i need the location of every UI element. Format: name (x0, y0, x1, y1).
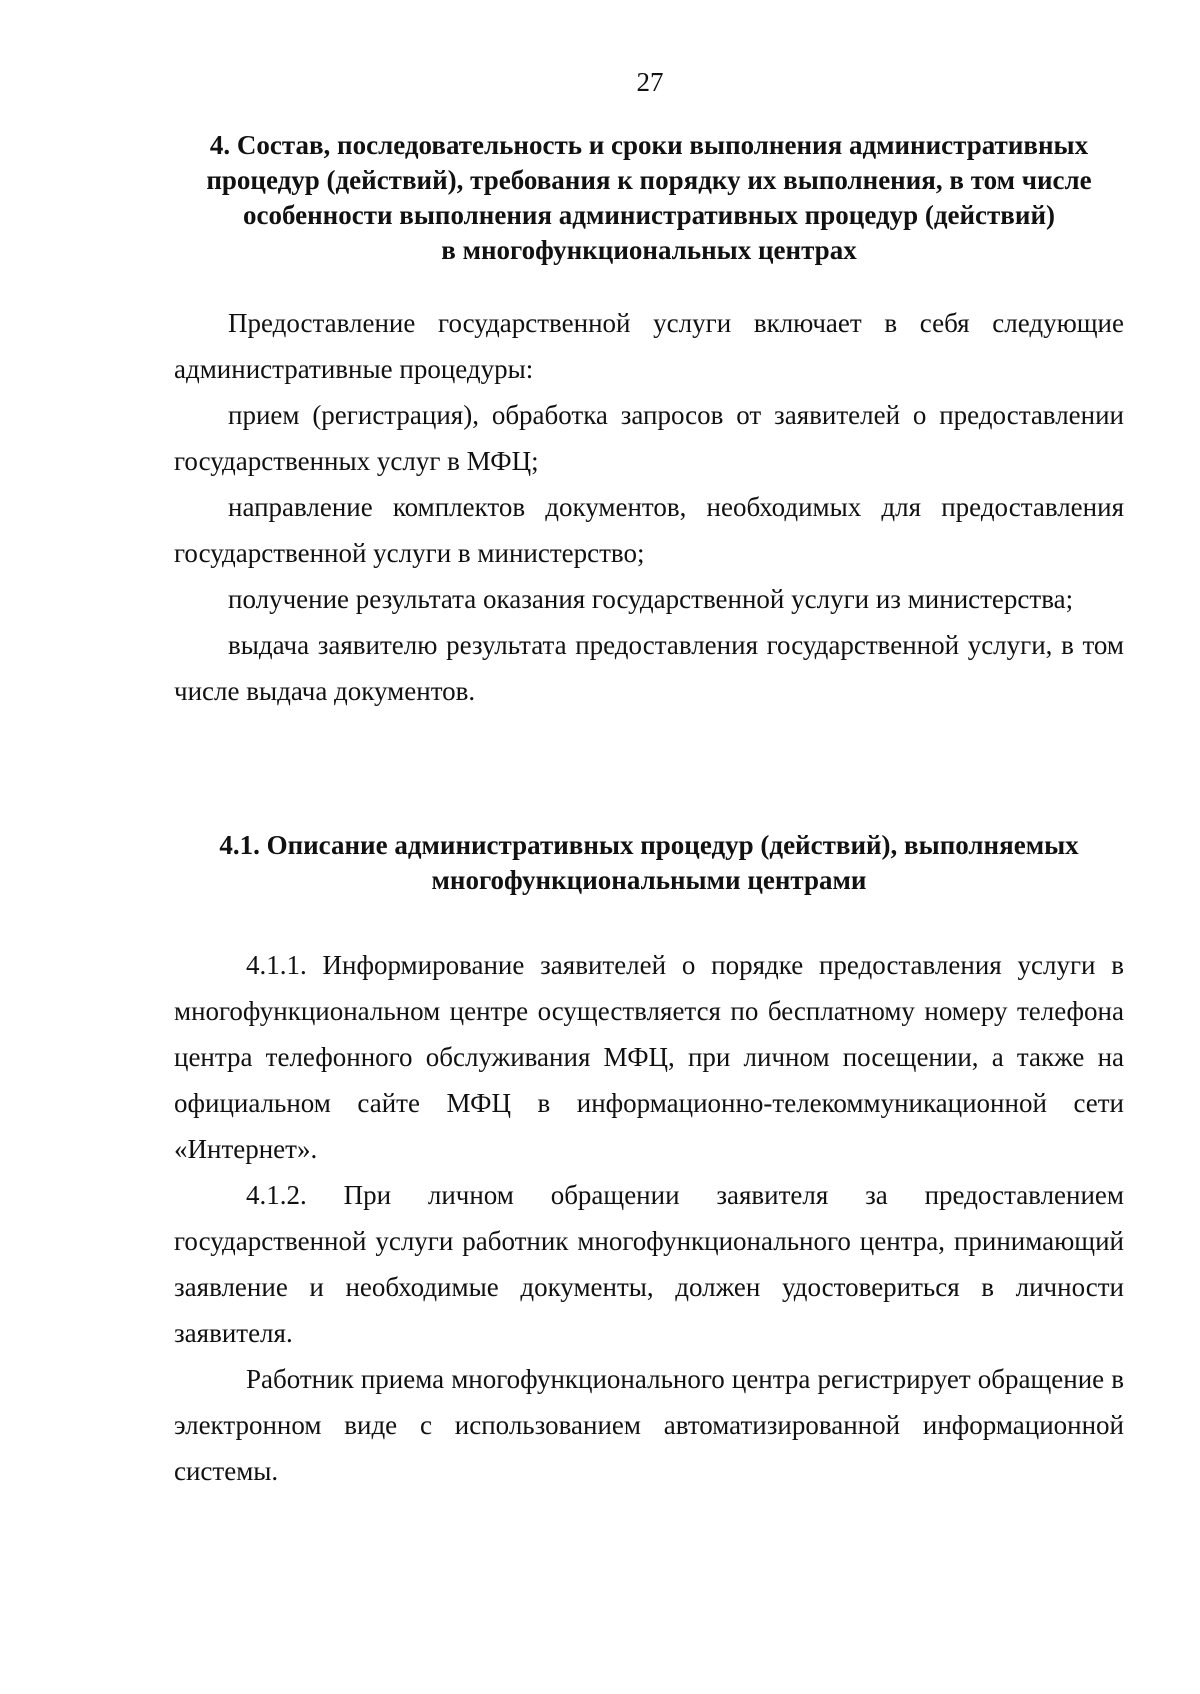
subsection-title (174, 828, 1124, 898)
list-item: направление комплектов документов, необходимых для предоставления государственной услуги в министерство; (174, 492, 1124, 568)
section-title (174, 128, 1124, 268)
paragraph: Работник приема многофункционального центра регистрирует обращение в электронном виде с использованием автоматизированной информационной системы. (174, 1364, 1124, 1486)
subsection-title-line: 4.1. Описание административных процедур (действий), выполняемых (219, 830, 1079, 860)
paragraph: 4.1.1. Информирование заявителей о порядке предоставления услуги в многофункциональном центре осуществляется по бесплатному номеру телефона центра телефонного обслуживания МФЦ, при личном посещении, а также на официальном сайте МФЦ в информационно-телекоммуникационной сети «Интернет». (174, 950, 1124, 1164)
list-item: прием (регистрация), обработка запросов от заявителей о предоставлении государственных услуг в МФЦ; (174, 400, 1124, 476)
subsection-title-line: многофункциональными центрами (431, 865, 867, 895)
section-4-1-body (174, 942, 1124, 1494)
paragraph: Предоставление государственной услуги включает в себя следующие административные процедуры: (174, 308, 1124, 384)
section-title-line: особенности выполнения административных процедур (действий) (242, 200, 1055, 230)
section-4-heading (174, 128, 1124, 268)
paragraph: 4.1.2. При личном обращении заявителя за предоставлением государственной услуги работник многофункционального центра, принимающий заявление и необходимые документы, должен удостовериться в личности заявителя. (174, 1180, 1124, 1348)
section-title-line: процедур (действий), требования к порядку их выполнения, в том числе (206, 165, 1092, 195)
section-title-line: 4. Состав, последовательность и сроки выполнения административных (209, 130, 1089, 160)
section-4-1-heading (174, 828, 1124, 898)
page-number: 27 (636, 67, 664, 97)
section-title-line: в многофункциональных центрах (441, 235, 857, 265)
section-4-body (174, 300, 1124, 714)
list-item: получение результата оказания государственной услуги из министерства; (228, 584, 1074, 614)
list-item: выдача заявителю результата предоставления государственной услуги, в том числе выдача документов. (174, 630, 1124, 706)
